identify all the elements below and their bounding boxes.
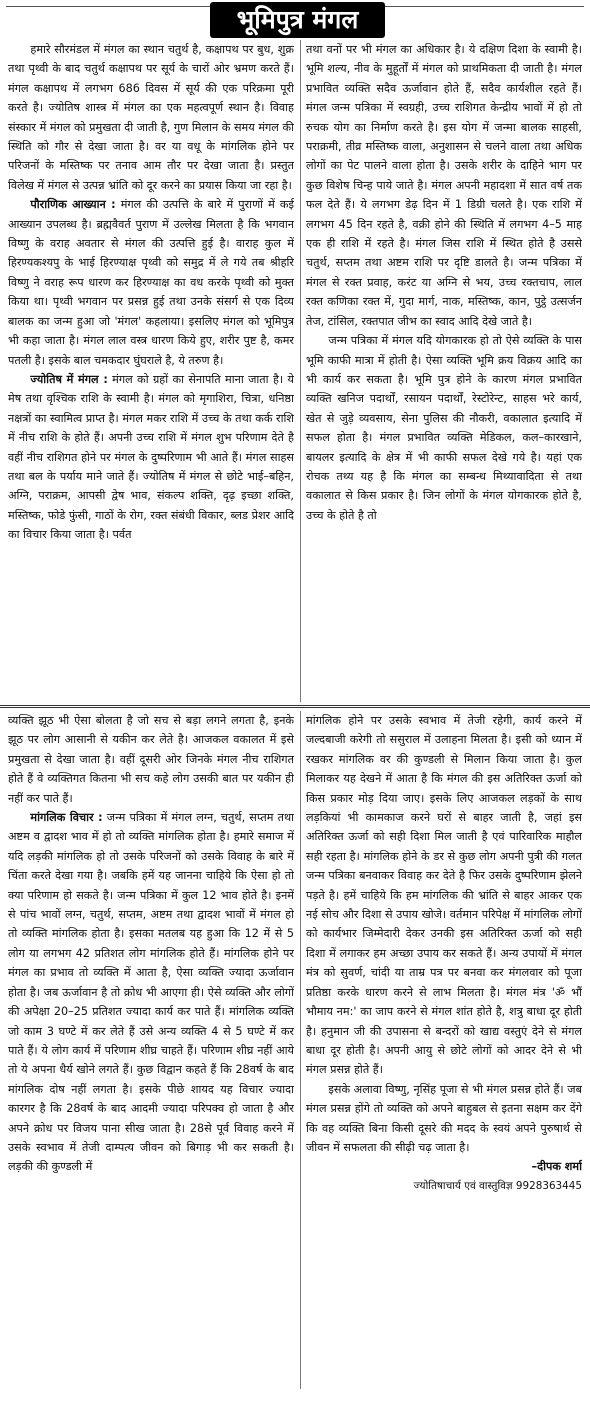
bottom-right-column bbox=[306, 711, 582, 1401]
column-divider-bottom bbox=[300, 711, 301, 1389]
section-divider bbox=[0, 705, 590, 708]
paragraph-jyotish: ज्योतिष में मंगल : मंगल को ग्रहों का सेनापति माना जाता है। ये मेष तथा वृश्चिक राशि के स्वामी है। मंगल को मृगाशिरा, चित्रा, धनिष्ठा नक्षत्रों का स्वामित्व प्राप्त है। मंगल मकर राशि में उच्च के तथा कर्क राशि में नीच राशि के होते हैं। अपनी उच्च राशि में मंगल शुभ परिणाम देते है वहीं नीच राशिगत होने पर मंगल के दुष्परिणाम भी आते हैं। मंगल साहस तथा बल के पर्याय माने जाते हैं। ज्योतिष में मंगल से छोटे भाई–बहिन, अग्नि, पराक्रम, आपसी द्वेष भाव, संकल्प शक्ति, दृढ़ इच्छा शक्ति, मस्तिष्क, फोडे फुंसी, गाठों के रोग, रक्त संबंधी विकार, ब्लड प्रेशर आदि का विचार किया जाता है। पर्वत bbox=[8, 372, 294, 542]
article-title-bar bbox=[210, 2, 385, 38]
section-heading-pauranik: पौराणिक आख्यान : bbox=[30, 198, 116, 212]
paragraph-pauranik: पौराणिक आख्यान : मंगल की उत्पत्ति के बारे में पुराणों में कई आख्यान उपलब्ध है। ब्रह्मवैवर्त पुराण में उल्लेख मिलता है कि भगवान विष्णु के वराह अवतार से मंगल की उत्पत्ति हुई है। वाराह कुल में हिरण्यकश्यपु के भाई हिरण्याक्ष पृथ्वी को समुद्र में ले गये तब श्रीहरि विष्णु ने वराह रूप धारण कर हिरण्याक्ष का वध करके पृथ्वी को मुक्त किया था। पृथ्वी भगवान पर प्रसन्न हुई तथा उनके संसर्ग से एक दिव्य बालक का जन्म हुआ जो 'मंगल' कहलाया। इसलिए मंगल को भूमिपुत्र भी कहा जाता है। मंगल लाल वस्त्र धारण किये हुए, शरीर पुष्ट है, कमर पतली है। इसके बाल चमकदार घुंघराले है, ये तरुण है। bbox=[8, 198, 294, 367]
top-left-column bbox=[8, 40, 294, 704]
paragraph-yogkarak: जन्म पत्रिका में मंगल यदि योगकारक हो तो ऐसे व्यक्ति के पास भूमि काफी मात्रा में होती है। ऐसा व्यक्ति भूमि क्रय विक्रय आदि का भी कार्य कर सकता है। भूमि पुत्र होने के कारण मंगल प्रभावित व्यक्ति खनिज पदार्थों, रसायन पदार्थों, रेस्टोरेन्ट, साहस भरे कार्य, खेत से जुड़े व्यवसाय, सेना पुलिस की नौकरी, वकालात इत्यादि में सफल होता है। मंगल प्रभावित व्यक्ति मेडिकल, कल–कारखाने, बायलर इत्यादि के क्षेत्र में भी काफी सफल देखे गये है। यहां एक रोचक तथ्य यह है कि मंगल का सम्बन्ध मिथ्यावादिता से तथा वकालात से किस प्रकार है। जिन लोगों के मंगल योगकारक होते है, उच्च के होते है तो bbox=[306, 334, 582, 522]
column-divider-top bbox=[300, 40, 301, 702]
paragraph-manglik: मांगलिक विचार : जन्म पत्रिका में मंगल लग्न, चतुर्थ, सप्तम तथा अष्टम व द्वादश भाव में हो तो व्यक्ति मांगलिक होता है। हमारे समाज में यदि लड़की मांगलिक हो तो उसके परिजनों को उसके विवाह के बारे में चिंता करते देखा गया है। जबकि हमें यह जानना चाहिये कि ऐसा हो तो क्या परिणाम हो सकते है। जन्म पत्रिका में कुल 12 भाव होते है। इनमें से पांच भावों लग्न, चतुर्थ, सप्तम, अष्टम तथा द्वादश भावों में मंगल हो तो व्यक्ति मांगलिक होता है। इसका मतलब यह हुआ कि 12 में से 5 लोग या लगभग 42 प्रतिशत लोग मांगलिक होते हैं। मांगलिक होने पर मंगल का प्रभाव तो व्यक्ति में आता है, ऐसा व्यक्ति ज्यादा ऊर्जावान होता है। जब ऊर्जावान है तो क्रोध भी आएगा ही। ऐसे व्यक्ति और लोगों की अपेक्षा 20–25 प्रतिशत ज्यादा कार्य कर पाते हैं। मांगलिक व्यक्ति जो काम 3 घण्टे में कर लेते हैं उसे अन्य व्यक्ति 4 से 5 घण्टे में कर पाते हैं। ये लोग कार्य में परिणाम शीघ्र चाहते हैं। परिणाम शीघ्र नहीं आये तो ये अपना धैर्य खोने लगते हैं। कुछ विद्वान कहते हैं कि 28वर्ष के बाद मांगलिक दोष नहीं लगता है। इसके पीछे शायद यह विचार ज्यादा कारगर है कि 28वर्ष के बाद आदमी ज्यादा परिपक्व हो जाता है और अपने क्रोध पर विजय पाना सीख जाता है। 28से पूर्व विवाह करने में उसके स्वभाव में तेजी दाम्पत्य जीवन को बिगाड़ भी कर सकती है। लड़की की कुण्डली में bbox=[8, 811, 294, 1174]
paragraph-intro: हमारे सौरमंडल में मंगल का स्थान चतुर्थ है, कक्षापथ पर बुध, शुक्र तथा पृथ्वी के बाद चतुर्थ कक्षापथ पर सूर्य के चारों ओर भ्रमण करते हैं। मंगल कक्षापथ में लगभग 686 दिवस में सूर्य की एक परिक्रमा पूरी करते है। ज्योतिष शास्त्र में मंगल का एक महत्वपूर्ण स्थान है। विवाह संस्कार में मंगल को प्रमुखता दी जाती है, गुण मिलान के समय मंगल की स्थिति को गौर से देखा जाता है। वर या वधू के मांगलिक होने पर परिजनों के मस्तिष्क पर तनाव आम तौर पर देखा जाता है। प्रस्तुत विलेख में मंगल से उत्पन्न भ्रांति को दूर करने का प्रयास किया जा रहा है। bbox=[8, 43, 294, 192]
paragraph-upay: मांगलिक होने पर उसके स्वभाव में तेजी रहेगी, कार्य करने में जल्दबाजी करेगी तो ससुराल में उलाहना मिलता है। इसी को ध्यान में रखकर मांगलिक वर की कुण्डली से मिलान किया जाता है। कुल मिलाकर यह देखने में आता है कि मंगल की इस अतिरिक्त ऊर्जा को किस प्रकार मोड़ दिया जाए। इसके लिए आजकल लड़कों के साथ लड़कियां भी कामकाज करने घरों से बाहर जाती है, जहां इस अतिरिक्त ऊर्जा को सही दिशा मिल जाती है एवं पारिवारिक माहौल सही रहता है। मांगलिक होने के डर से कुछ लोग अपनी पुत्री की गलत जन्म पत्रिका बनवाकर विवाह कर देते है फिर उसके दुष्परिणाम झेलने पड़ते है। हमें चाहिये कि हम मांगलिक की भ्रांति से बाहर आकर एक नई सोच और दिशा से उपाय खोजे। वर्तमान परिपेक्ष में मांगलिक लोगों को कार्यभार जिम्मेदारी देकर उनकी इस अतिरिक्त ऊर्जा को सही दिशा में लगाकर हम अच्छा उपाय कर सकते हैं। अन्य उपायों में मंगल मंत्र को सुवर्ण, चांदी या ताम्र पत्र पर बनवा कर मंगलवार को पूजा प्रतिष्ठा करके धारण करने से लाभ मिलता है। मंगल मंत्र 'ॐ भौं भौमाय नम:' का जाप करने से मंगल शांत होते है, शत्रु बाधा दूर होती है। हनुमान जी की उपासना से बन्दरों को खाद्य वस्तुएं देने से मंगल बाधा दूर होती है। अपनी आयु से छोटे लोगों को आदर देने से भी मंगल प्रसन्न होते हैं। bbox=[306, 714, 582, 1077]
author-credit: ज्योतिषाचार्य एवं वास्तुविज्ञ 9928363445 bbox=[413, 1179, 582, 1192]
section-heading-jyotish: ज्योतिष में मंगल : bbox=[30, 372, 108, 386]
bottom-left-column bbox=[8, 711, 294, 1401]
top-right-column bbox=[306, 40, 582, 704]
article-title: भूमिपुत्र मंगल bbox=[236, 5, 359, 34]
author-name: –दीपक शर्मा bbox=[531, 1160, 582, 1174]
paragraph-vishnu: इसके अलावा विष्णु, नृसिंह पूजा से भी मंगल प्रसन्न होते हैं। जब मंगल प्रसन्न होंगे तो व्यक्ति को अपने बाहुबल से इतना सक्षम कर देंगे कि वह व्यक्ति बिना किसी दूसरे की मदद के स्वयं अपने पुरुषार्थ से जीवन में सफलता की सीढ़ी चढ़ जाता है। bbox=[306, 1082, 582, 1154]
section-heading-manglik: मांगलिक विचार : bbox=[30, 811, 103, 825]
paragraph-adhikar: तथा वनों पर भी मंगल का अधिकार है। ये दक्षिण दिशा के स्वामी है। भूमि शल्य, नीव के मुहूर्तों में मंगल को प्राथमिकता दी जाती है। मंगल प्रभावित व्यक्ति सदैव ऊर्जावान होते हैं, सदैव कार्यशील रहते हैं। मंगल जन्म पत्रिका में स्वग्रही, उच्च राशिगत केन्द्रीय भावों में हो तो रुचक योग का निर्माण करते है। इस योग में जन्मा बालक साहसी, पराक्रमी, तीव्र मस्तिष्क वाला, अनुशासन से चलने वाला तथा अधिक लोगों का पेट पालने वाला होता है। उसके शरीर के दाहिने भाग पर कुछ विशेष चिन्ह पाये जाते है। मंगल अपनी महादशा में सात वर्ष तक फल देते हैं। ये लगभग डेढ़ दिन में 1 डिग्री चलते है। एक राशि में लगभग 45 दिन रहते है, वक्री होने की स्थिति में लगभग 4–5 माह एक ही राशि में रहते है। मंगल जिस राशि में स्थित होते है उससे चतुर्थ, सप्तम तथा अष्टम राशि पर दृष्टि डालते है। जन्म पत्रिका में मंगल से रक्त प्रवाह, करंट या अग्नि से भय, उच्च रक्तचाप, लाल रक्त कणिका रक्त में, गुदा मार्ग, नाक, मस्तिष्क, कान, पुट्ठे उत्सर्जन तेज, टांसिल, रक्तपात जीभ का स्वाद आदि देखे जाते है। bbox=[306, 43, 582, 328]
paragraph-jhooth: व्यक्ति झूठ भी ऐसा बोलता है जो सच से बड़ा लगने लगता है, इनके झूठ पर लोग आसानी से यकीन कर लेते है। आजकल वकालत में इसे प्रमुखता से देखा जाता है। वहीं दूसरी ओर जिनके मंगल नीच राशिगत होते हैं वे व्यक्तिगत कितना भी सच कहे लोग उसकी बात पर यकीन ही नहीं कर पाते हैं। bbox=[8, 714, 294, 805]
